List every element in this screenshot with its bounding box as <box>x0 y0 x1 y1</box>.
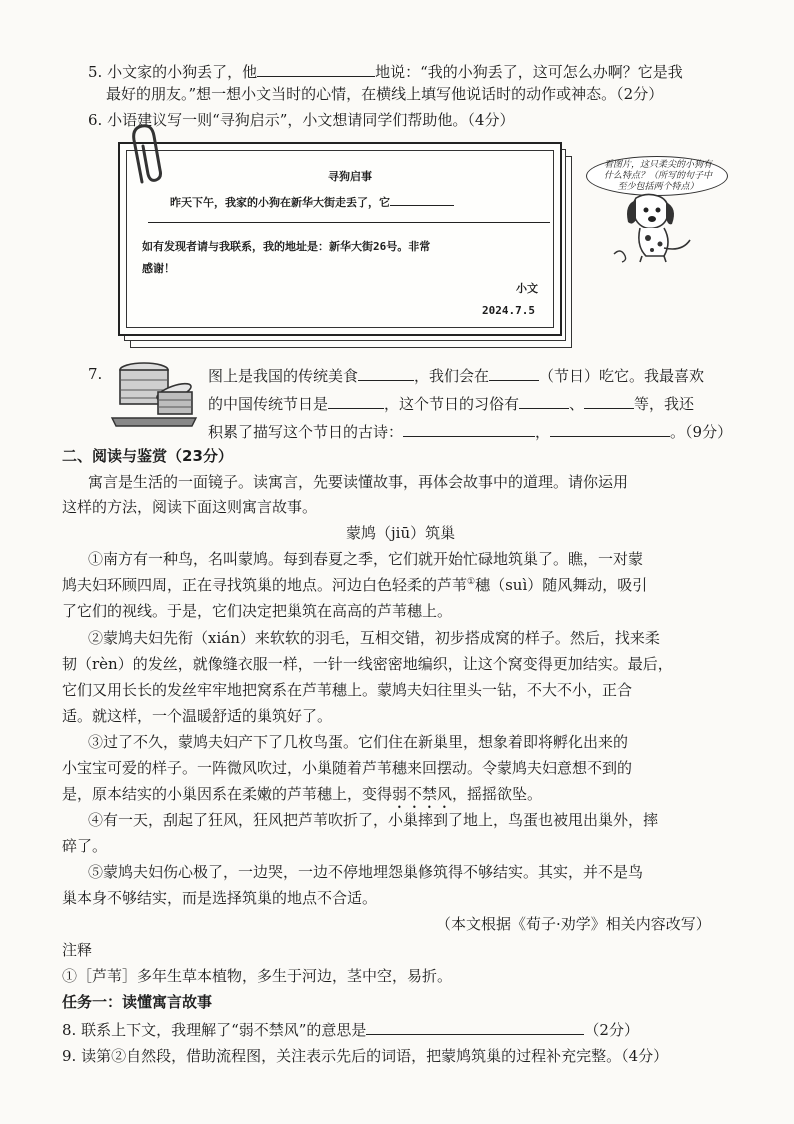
paperclip-icon <box>128 122 176 192</box>
q5-line1 <box>88 60 683 82</box>
notice-body-line3: 如有发现者请与我联系，我的地址是：新华大街26号。非常 <box>142 240 431 253</box>
lost-dog-notice-card <box>118 142 562 336</box>
paragraph-3-line3: 是，原本结实的小巢因系在柔嫩的芦苇穗上，变得弱不禁风，摇摇欲坠。 <box>62 785 543 803</box>
q7-food-blank[interactable] <box>358 364 414 381</box>
emphasized-phrase: 弱不禁风 <box>392 785 453 803</box>
notice-body-line4: 感谢！ <box>142 262 175 275</box>
paragraph-3-line2: 小宝宝可爱的样子。一阵微风吹过，小巢随着芦苇穗来回摆动。令蒙鸠夫妇意想不到的 <box>62 759 633 777</box>
notice-body-line1: 昨天下午，我家的小狗在新华大街走丢了，它 <box>170 194 454 210</box>
notice-date: 2024.7.5 <box>482 304 535 317</box>
dalmatian-dog-illustration <box>606 192 716 264</box>
speech-bubble-text: 看图片，这只柔尖的小狗有什么特点？（所写的句子中至少包括两个特点） <box>603 160 712 192</box>
q5-line2: 最好的朋友。”想一想小文当时的心情，在横线上填写他说话时的动作或神态。（2分） <box>106 85 664 103</box>
q5-text-a: 5. 小文家的小狗丢了，他 <box>88 63 258 81</box>
paragraph-1-line1: ①南方有一种鸟，名叫蒙鸠。每到春夏之季，它们就开始忙碌地筑巢了。瞧，一对蒙 <box>88 550 644 568</box>
notes-heading: 注释 <box>62 941 93 959</box>
paragraph-4-line1: ④有一天，刮起了狂风，狂风把芦苇吹折了，小巢摔到了地上，鸟蛋也被甩出巢外，摔 <box>88 811 659 829</box>
notice-signature: 小文 <box>516 282 538 295</box>
task-1-heading: 任务一：读懂寓言故事 <box>62 993 213 1011</box>
q7-number: 7. <box>88 365 103 383</box>
paragraph-2-line3: 它们又用长长的发丝牢牢地把窝系在芦苇穗上。蒙鸠夫妇往里头一钻，不大不小，正合 <box>62 681 633 699</box>
paragraph-2-line1: ②蒙鸠夫妇先衔（xián）来软软的羽毛，互相交错，初步搭成窝的样子。然后，找来柔 <box>88 629 660 647</box>
paragraph-4-line2: 碎了。 <box>62 837 108 855</box>
paragraph-5-line1: ⑤蒙鸠夫妇伤心极了，一边哭，一边不停地埋怨巢修筑得不够结实。其实，并不是鸟 <box>88 863 644 881</box>
paragraph-2-line4: 适。就这样，一个温暖舒适的巢筑好了。 <box>62 707 333 725</box>
q7-favorite-festival-blank[interactable] <box>328 392 384 409</box>
q7-custom-blank-2[interactable] <box>584 392 634 409</box>
q8-answer-blank[interactable] <box>366 1018 584 1035</box>
q5-answer-blank[interactable] <box>257 60 375 77</box>
intro-line2: 这样的方法，阅读下面这则寓言故事。 <box>62 498 318 516</box>
paragraph-5-line2: 巢本身不够结实，而是选择筑巢的地点不合适。 <box>62 889 378 907</box>
story-title: 蒙鸠（jiū）筑巢 <box>346 524 456 542</box>
section-heading: 二、阅读与鉴赏（23分） <box>62 447 233 465</box>
q7-line2: 的中国传统节日是 ，这个节日的习俗有 、 等，我还 <box>208 392 694 414</box>
q5-text-b: 地说：“我的小狗丢了，这可怎么办啊？它是我 <box>375 63 683 81</box>
paragraph-2-line2: 韧（rèn）的发丝，就像缝衣服一样，一针一线密密地编织，让这个窝变得更加结实。最后， <box>62 655 673 673</box>
q7-poem-blank-1[interactable] <box>403 420 535 437</box>
intro-line1: 寓言是生活的一面镜子。读寓言，先要读懂故事，再体会故事中的道理。请你运用 <box>88 473 629 491</box>
paragraph-1-line3: 了它们的视线。于是，它们决定把巢筑在高高的芦苇穗上。 <box>62 602 453 620</box>
q9-line: 9. 读第②自然段，借助流程图，关注表示先后的词语，把蒙鸠筑巢的过程补充完整。（4分） <box>62 1047 669 1065</box>
notice-answer-blank-1[interactable] <box>390 195 454 206</box>
paragraph-1-line2: 鸠夫妇环顾四周，正在寻找筑巢的地点。河边白色轻柔的芦苇①穗（suì）随风舞动，吸引 <box>62 576 648 594</box>
paragraph-3-line1: ③过了不久，蒙鸠夫妇产下了几枚鸟蛋。它们住在新巢里，想象着即将孵化出来的 <box>88 733 629 751</box>
steamer-baskets-illustration <box>110 356 200 430</box>
note-1: ①［芦苇］多年生草本植物，多生于河边，茎中空，易折。 <box>62 967 453 985</box>
notice-title: 寻狗启事 <box>328 170 372 183</box>
q8-line: 8. 联系上下文，我理解了“弱不禁风”的意思是 （2分） <box>62 1018 639 1040</box>
q6-prompt: 6. 小语建议写一则“寻狗启示”，小文想请同学们帮助他。（4分） <box>88 111 515 129</box>
q7-line1: 图上是我国的传统美食 ，我们会在 （节日）吃它。我最喜欢 <box>208 364 704 386</box>
q7-festival-blank[interactable] <box>489 364 539 381</box>
q7-line3: 积累了描写这个节日的古诗： ， 。（9分） <box>208 420 732 442</box>
q7-custom-blank-1[interactable] <box>519 392 569 409</box>
q7-poem-blank-2[interactable] <box>550 420 670 437</box>
footnote-marker: ① <box>467 577 476 587</box>
notice-answer-blank-2[interactable] <box>148 222 550 223</box>
story-source: （本文根据《荀子·劝学》相关内容改写） <box>436 915 711 933</box>
